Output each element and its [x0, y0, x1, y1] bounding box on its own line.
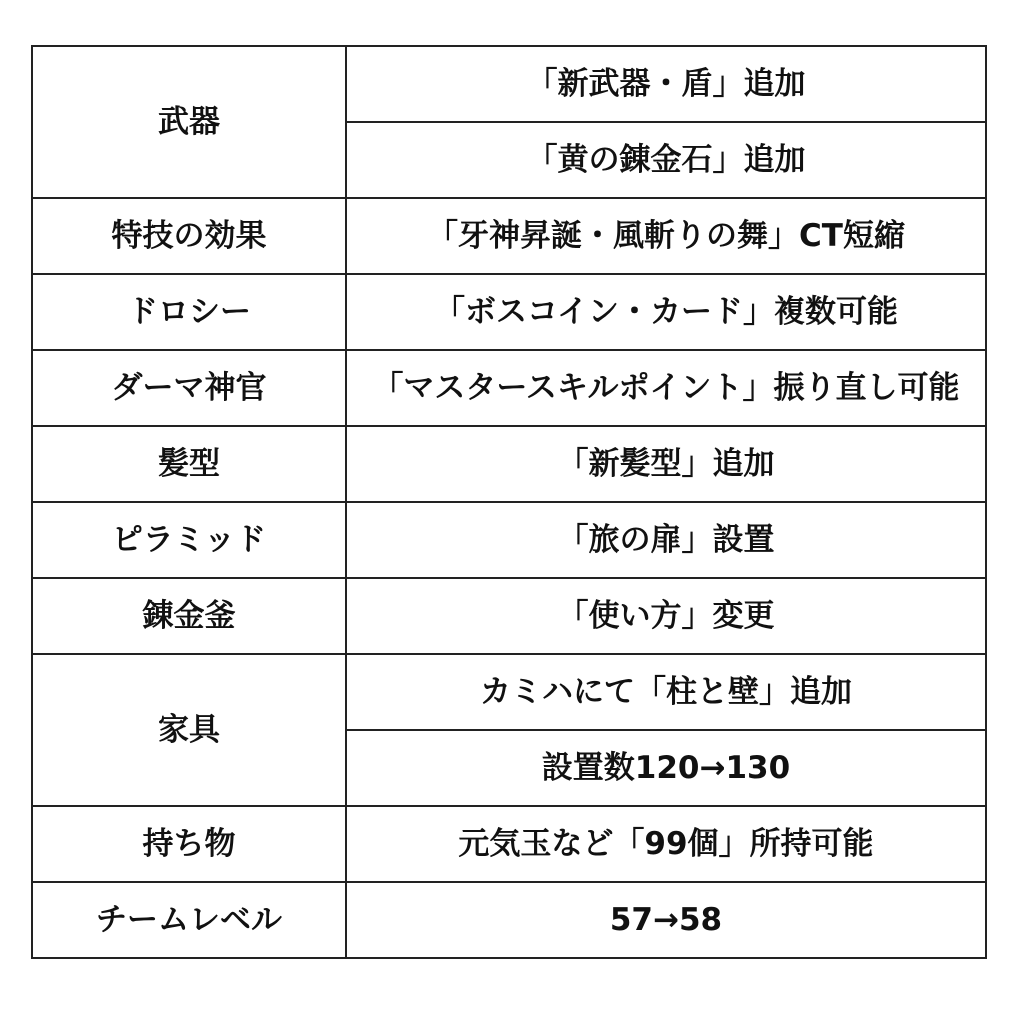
category-cell: 武器: [32, 46, 346, 198]
table-row: [32, 502, 986, 578]
detail-cell: カミハにて「柱と壁」追加: [346, 654, 986, 730]
category-cell: チームレベル: [32, 882, 346, 958]
category-cell: 髪型: [32, 426, 346, 502]
category-cell: ピラミッド: [32, 502, 346, 578]
table-row: [32, 350, 986, 426]
table-row: [32, 578, 986, 654]
table-row: [32, 882, 986, 958]
detail-cell: 「牙神昇誕・風斬りの舞」CT短縮: [346, 198, 986, 274]
category-cell: 持ち物: [32, 806, 346, 882]
table-row: [32, 806, 986, 882]
detail-cell: 「新髪型」追加: [346, 426, 986, 502]
detail-cell: 設置数120→130: [346, 730, 986, 806]
category-cell: ドロシー: [32, 274, 346, 350]
detail-cell: 「旅の扉」設置: [346, 502, 986, 578]
table-row: [32, 46, 986, 122]
table-row: [32, 654, 986, 730]
category-cell: ダーマ神官: [32, 350, 346, 426]
category-cell: 家具: [32, 654, 346, 806]
detail-cell: 「使い方」変更: [346, 578, 986, 654]
update-table: [31, 45, 987, 959]
detail-cell: 57→58: [346, 882, 986, 958]
detail-cell: 「黄の錬金石」追加: [346, 122, 986, 198]
category-cell: 錬金釜: [32, 578, 346, 654]
detail-cell: 「ボスコイン・カード」複数可能: [346, 274, 986, 350]
detail-cell: 元気玉など「99個」所持可能: [346, 806, 986, 882]
category-cell: 特技の効果: [32, 198, 346, 274]
table-row: [32, 274, 986, 350]
update-table-body: [32, 46, 986, 958]
table-row: [32, 426, 986, 502]
table-row: [32, 198, 986, 274]
detail-cell: 「新武器・盾」追加: [346, 46, 986, 122]
detail-cell: 「マスタースキルポイント」振り直し可能: [346, 350, 986, 426]
